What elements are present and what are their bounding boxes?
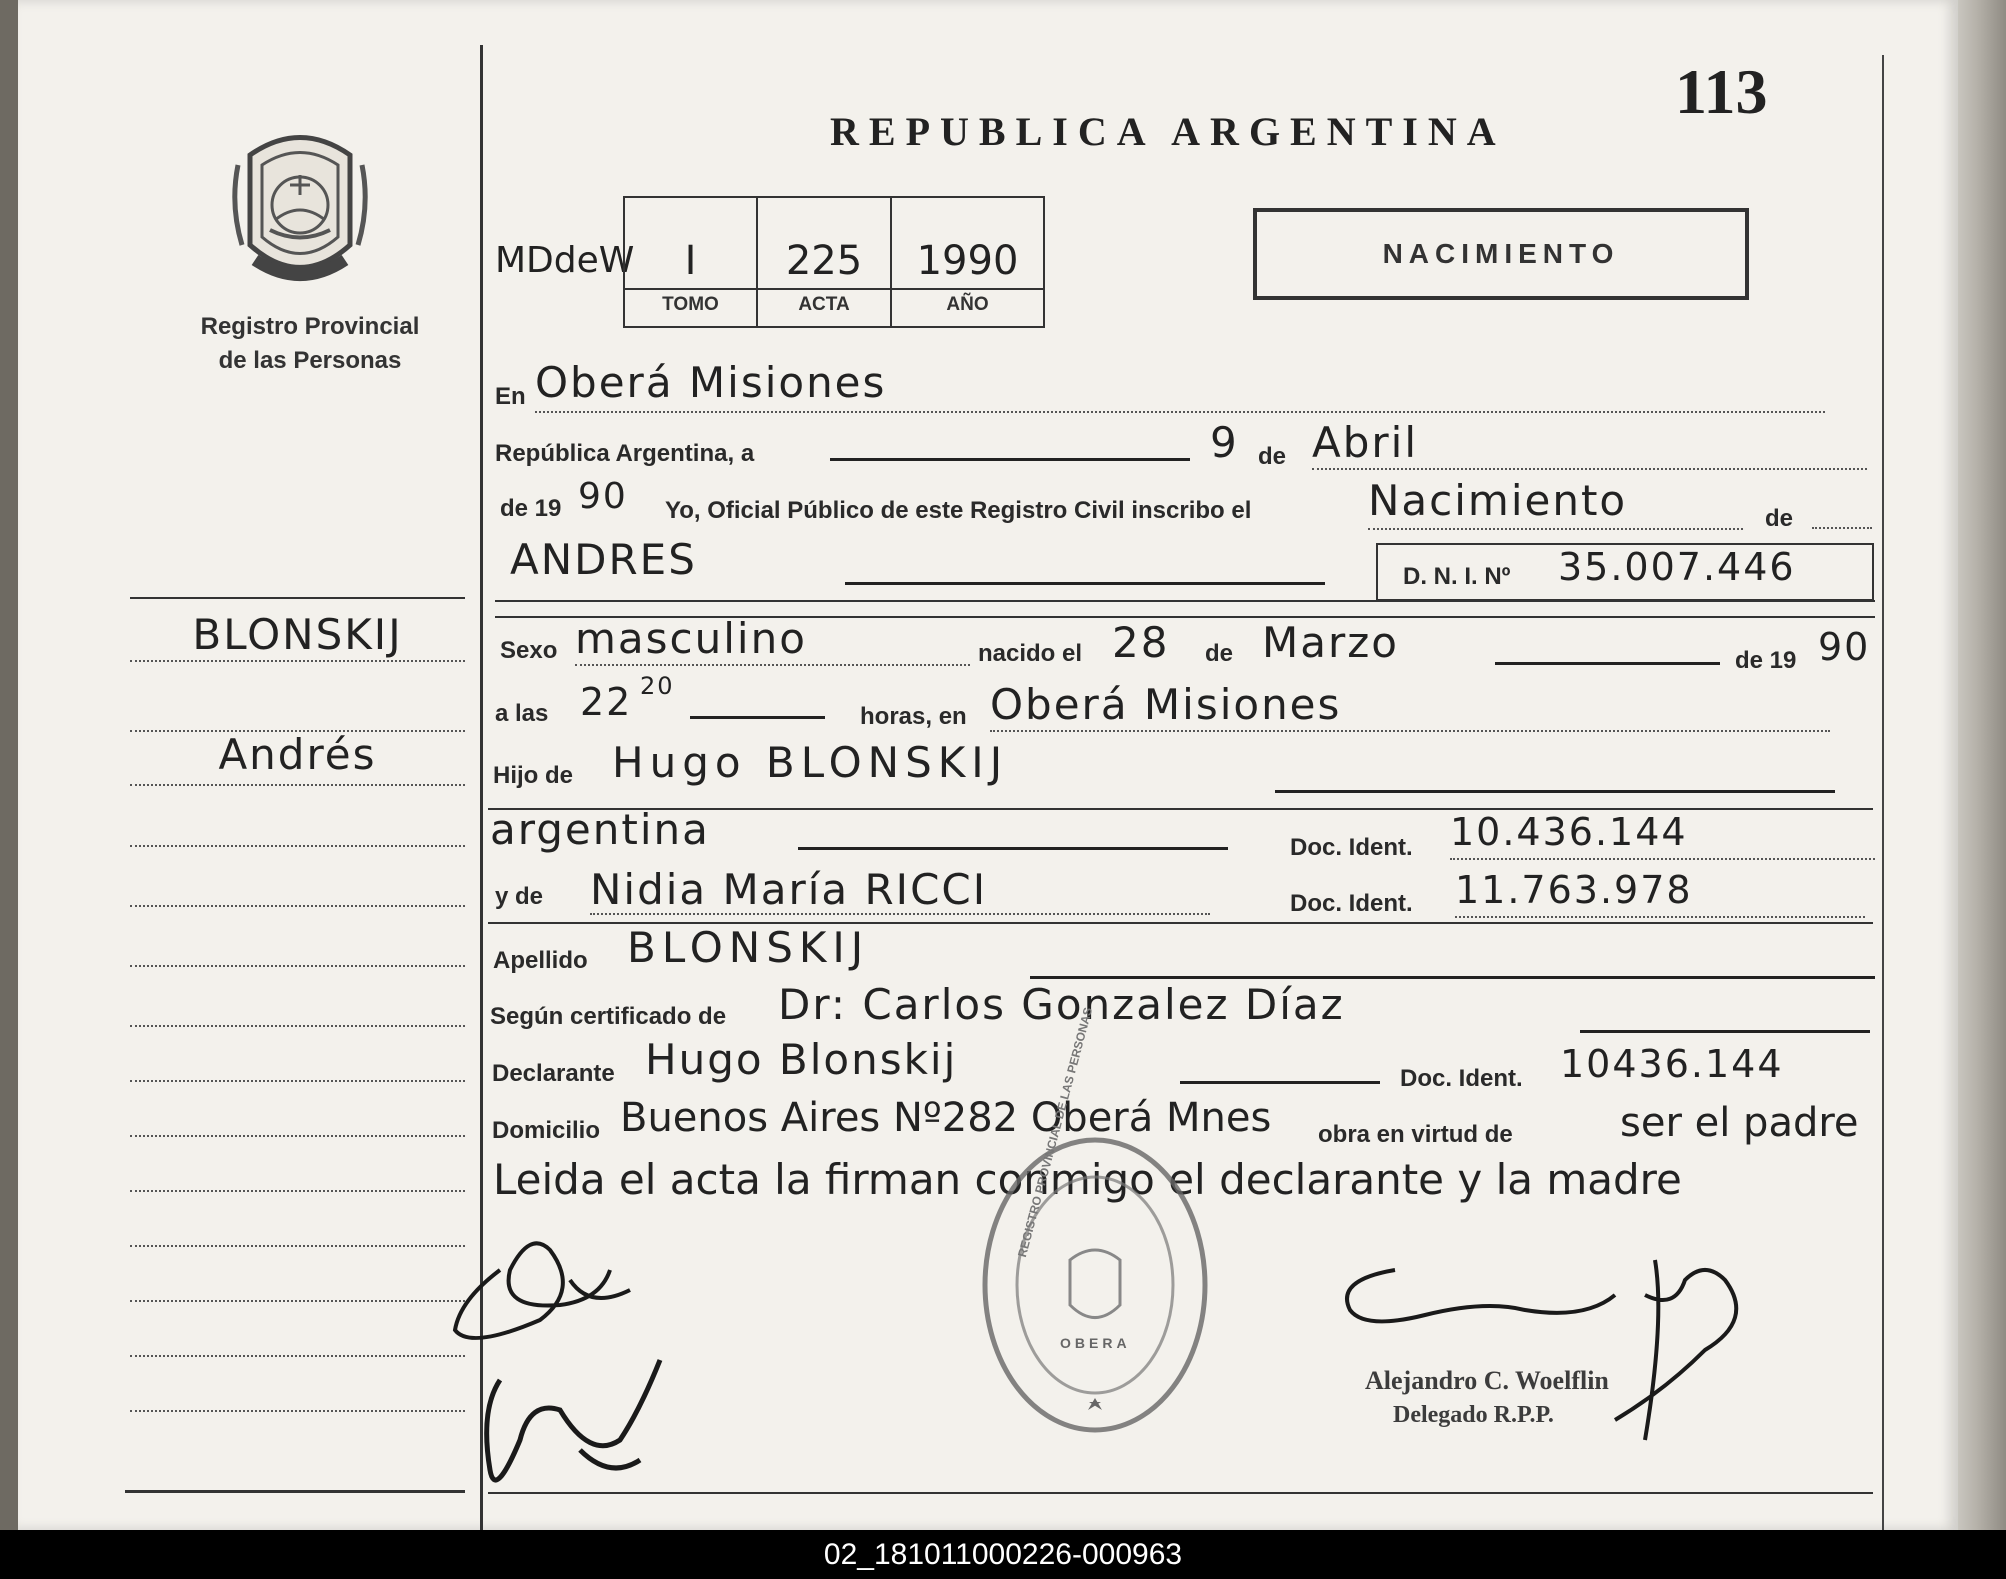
minutes-value: 20	[640, 672, 675, 700]
registry-title	[185, 310, 435, 378]
hijo-label: Hijo de	[493, 762, 574, 789]
blank-line	[1275, 790, 1835, 793]
year-prefix-label: de 19	[500, 495, 562, 522]
bottom-rule	[488, 1492, 1873, 1494]
margin-given-name: Andrés	[130, 730, 465, 786]
margin-line	[130, 1410, 465, 1412]
book-left-edge	[0, 0, 18, 1530]
blank-line	[690, 716, 825, 719]
birth-place-field: Oberá Misiones	[990, 680, 1830, 732]
father-doc: 10.436.144	[1450, 810, 1875, 860]
declarante-name: Hugo Blonskij	[645, 1035, 958, 1084]
birth-month: Marzo	[1262, 618, 1399, 667]
blank-line	[1580, 1030, 1870, 1033]
dni-label: D. N. I. Nº	[1403, 563, 1511, 590]
ano-label: AÑO	[946, 294, 989, 315]
declarante-label: Declarante	[492, 1060, 615, 1087]
en-label: En	[495, 383, 526, 410]
margin-bottom-rule	[125, 1490, 465, 1493]
margin-line	[130, 1135, 465, 1137]
book-right-edge	[1958, 0, 2006, 1530]
oficial-text: Yo, Oficial Público de este Registro Civil inscribo el	[665, 497, 1252, 524]
doc-ident-label: Doc. Ident.	[1290, 834, 1413, 861]
obra-value: ser el padre	[1620, 1100, 1859, 1146]
margin-rule	[130, 597, 465, 599]
acta-label: ACTA	[798, 294, 850, 315]
y-de-label: y de	[495, 883, 544, 910]
domicilio-label: Domicilio	[492, 1117, 601, 1144]
margin-line	[130, 1355, 465, 1357]
doctor-name: Dr: Carlos Gonzalez Díaz	[778, 980, 1345, 1029]
official-name: Alejandro C. Woelflin	[1365, 1366, 1609, 1395]
sexo-label: Sexo	[500, 637, 558, 664]
act-type-box: NACIMIENTO	[1253, 208, 1749, 300]
republica-label: República Argentina, a	[495, 440, 755, 467]
margin-line	[130, 1080, 465, 1082]
act-inscribed-field: Nacimiento	[1368, 476, 1743, 530]
de-label-3: de	[1205, 640, 1234, 667]
dotted-line	[1812, 527, 1872, 529]
registry-stamp	[975, 1130, 1215, 1440]
doc-ident-label-3: Doc. Ident.	[1400, 1065, 1523, 1092]
margin-line	[130, 1300, 465, 1302]
misiones-coat-of-arms-icon	[230, 125, 370, 285]
blank-line	[830, 458, 1190, 461]
year-suffix: 90	[578, 476, 628, 517]
registry-line-2: de las Personas	[218, 347, 402, 374]
domicilio-value: Buenos Aires Nº282 Oberá Mnes	[620, 1095, 1272, 1141]
blank-line	[798, 847, 1228, 850]
apellido-value: BLONSKIJ	[627, 923, 870, 972]
blank-line	[1495, 662, 1720, 665]
margin-line	[130, 730, 465, 732]
blank-line	[845, 582, 1325, 585]
signature-mother	[440, 1210, 780, 1510]
place-field: Oberá Misiones	[535, 358, 1825, 413]
closing-statement: Leida el acta la firman conmigo el declarante y la madre	[493, 1155, 1682, 1204]
stamp-place: OBERA	[1060, 1335, 1131, 1351]
nacido-label: nacido el	[978, 640, 1083, 667]
ano-value: 1990	[892, 238, 1043, 290]
section-rule	[495, 600, 1875, 602]
segun-label: Según certificado de	[490, 1003, 727, 1030]
blank-line	[1030, 976, 1875, 979]
margin-line	[130, 1245, 465, 1247]
country-title: REPUBLICA ARGENTINA	[830, 109, 1506, 154]
birth-year-prefix: de 19	[1735, 647, 1797, 674]
a-las-label: a las	[495, 700, 549, 727]
stamp-text: REGISTRO PROVINCIAL DE LAS PERSONAS	[1015, 1005, 1096, 1259]
blank-line	[1180, 1081, 1380, 1084]
birth-day: 28	[1112, 618, 1170, 667]
acta-prefix: MDdeW	[495, 240, 635, 281]
acta-value: 225	[758, 238, 890, 290]
child-name: ANDRES	[510, 535, 697, 584]
father-nationality: argentina	[490, 805, 710, 854]
official-title: Delegado R.P.P.	[1393, 1402, 1554, 1428]
margin-line	[130, 1025, 465, 1027]
tomo-label: TOMO	[662, 294, 719, 315]
registry-line-1: Registro Provincial	[200, 313, 420, 340]
page-number: 113	[1675, 56, 1768, 127]
tomo-value: I	[625, 238, 756, 290]
horas-label: horas, en	[860, 703, 967, 730]
father-name: Hugo BLONSKIJ	[612, 738, 1009, 787]
doc-ident-label-2: Doc. Ident.	[1290, 890, 1413, 917]
obra-label: obra en virtud de	[1318, 1121, 1513, 1148]
day-value: 9	[1210, 418, 1239, 467]
dni-box	[1376, 543, 1874, 601]
acta-box	[623, 196, 1045, 328]
declarante-doc: 10436.144	[1560, 1042, 1784, 1086]
mother-doc: 11.763.978	[1455, 868, 1865, 918]
file-id-bar	[0, 1530, 2006, 1579]
birth-year-suffix: 90	[1818, 625, 1871, 669]
de-label: de	[1258, 443, 1287, 470]
hour-value: 22	[580, 680, 633, 724]
margin-surname: BLONSKIJ	[130, 610, 465, 662]
acta-cell	[758, 198, 892, 326]
de-label-2: de	[1765, 505, 1794, 532]
margin-line	[130, 965, 465, 967]
month-field: Abril	[1312, 418, 1867, 470]
margin-line	[130, 845, 465, 847]
ano-cell	[892, 198, 1043, 326]
dni-value: 35.007.446	[1558, 545, 1796, 589]
tomo-cell	[625, 198, 758, 326]
right-border	[1882, 55, 1884, 1530]
sexo-field: masculino	[575, 614, 970, 666]
file-id: 02_181011000226-000963	[823, 1538, 1183, 1571]
apellido-label: Apellido	[493, 947, 588, 974]
margin-line	[130, 1190, 465, 1192]
margin-line	[130, 905, 465, 907]
mother-name: Nidia María RICCI	[590, 865, 1210, 915]
